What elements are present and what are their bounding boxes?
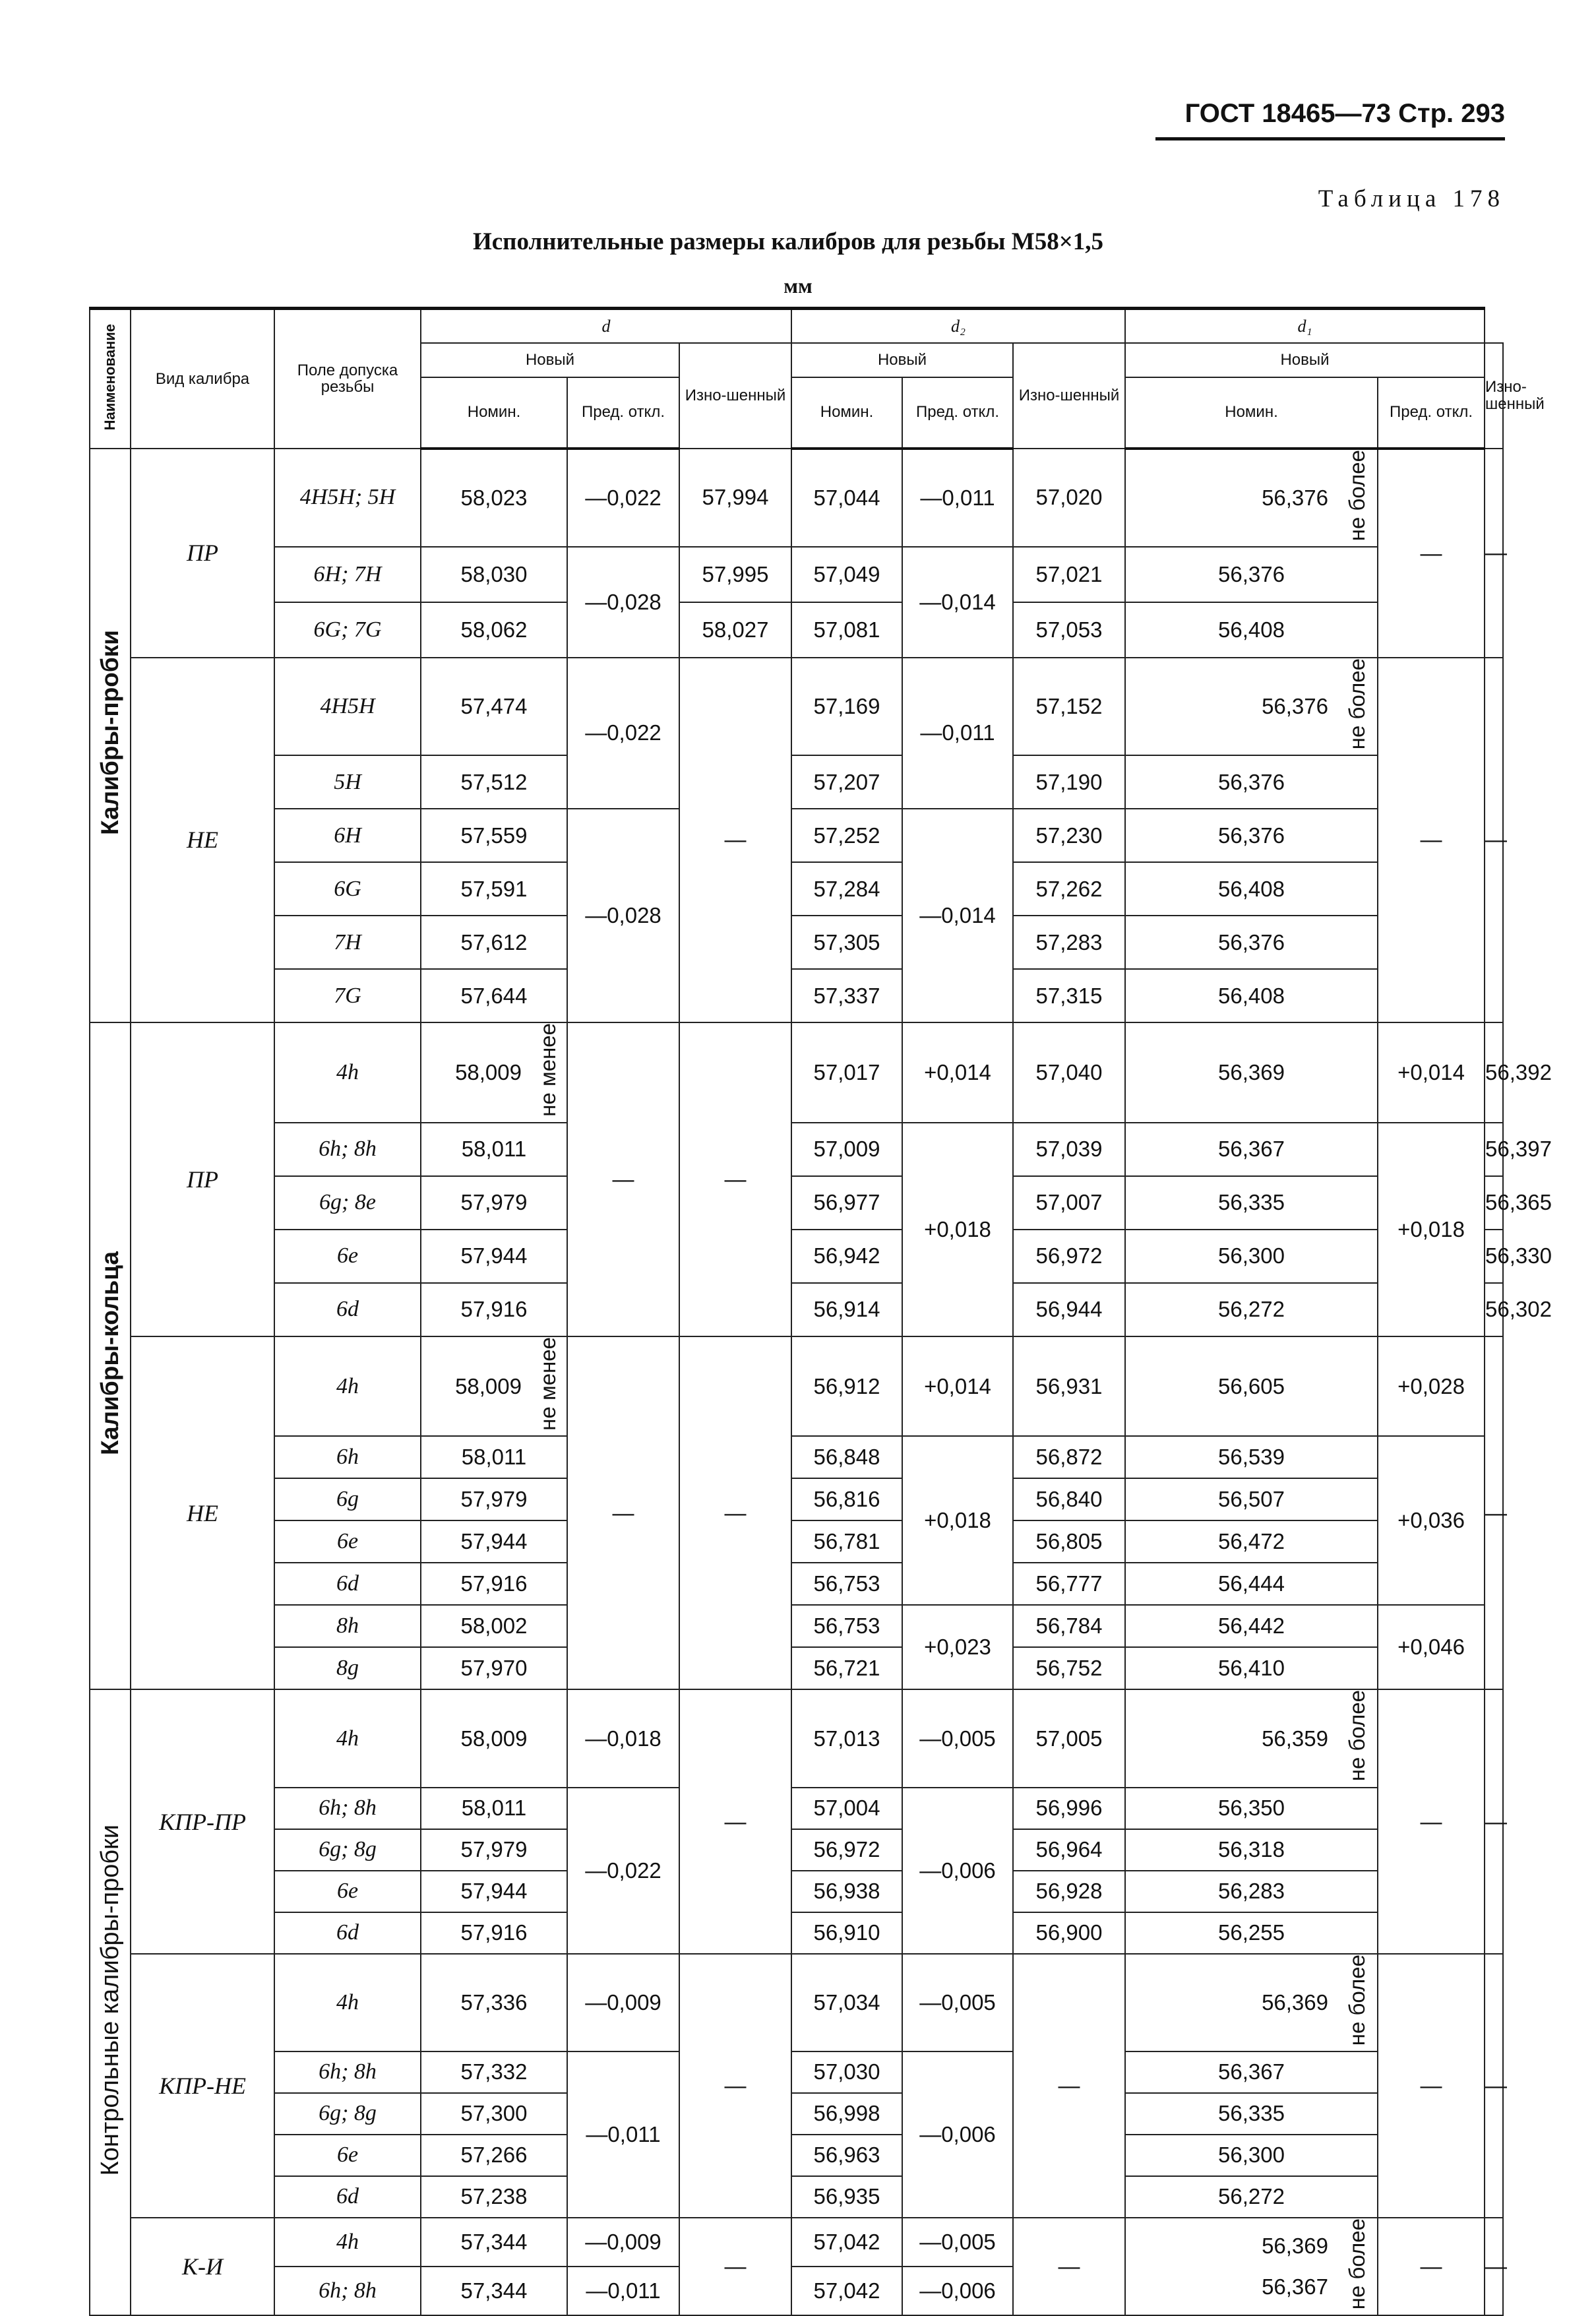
value-cell: +0,014 [1378,1022,1485,1123]
header-d2: d₂ [791,309,1125,343]
tolerance-cell: 6d [274,1283,421,1336]
dash-cell: — [1485,658,1503,1022]
value-cell: 58,062 [421,602,567,658]
tolerance-cell: 6e [274,1520,421,1563]
value-cell: 56,397 [1485,1123,1503,1176]
table-row [90,2176,1503,2218]
value-cell: 56,283 [1125,1871,1378,1912]
dash-cell: — [567,1022,679,1336]
tolerance-cell: 6H; 7H [274,547,421,602]
kind-cell: ПР [131,449,274,658]
value-cell: 56,408 [1125,602,1378,658]
value-cell: 56,302 [1485,1283,1503,1336]
value-cell: 56,330 [1485,1230,1503,1283]
value-cell: 57,152 [1013,658,1125,755]
header-d-nominal: Номин. [421,377,567,449]
tolerance-cell: 5H [274,755,421,809]
value-text: 56,359 [1262,1726,1328,1751]
value-cell: 56,972 [1013,1230,1125,1283]
table-row [90,2218,1503,2267]
value-cell: 56,752 [1013,1647,1125,1689]
group-label-control: Контрольные калибры-пробки [90,1689,131,2315]
value-cell: 56,300 [1125,1230,1378,1283]
value-cell: 57,512 [421,755,567,809]
value-cell: —0,006 [902,2051,1013,2218]
value-cell: +0,023 [902,1605,1013,1689]
value-text: 58,009 [455,1059,522,1084]
value-cell: 57,300 [421,2093,567,2135]
header-d1-new: Новый [1125,343,1485,377]
value-cell: 56,848 [791,1436,902,1478]
value-cell: 57,230 [1013,809,1125,862]
limit-label: не более [1345,1954,1369,2046]
header-d-worn: Изно-шенный [679,343,791,449]
value-cell: 57,004 [791,1788,902,1829]
value-cell: 56,272 [1125,1283,1378,1336]
value-cell: 57,044 [791,449,902,547]
value-cell: 57,944 [421,1230,567,1283]
value-cell: 56,963 [791,2135,902,2176]
tolerance-cell: 6h [274,1436,421,1478]
value-cell: 57,034 [791,1954,902,2051]
group-label-rings: Калибры-кольца [90,1022,131,1689]
value-cell: 57,644 [421,969,567,1022]
table-row [90,1230,1503,1283]
value-cell: 56,392 [1485,1022,1503,1123]
table-row [90,547,1503,602]
value-cell: 57,970 [421,1647,567,1689]
value-cell: 56,928 [1013,1871,1125,1912]
header-d1-nominal: Номин. [1125,377,1378,449]
table-row [90,602,1503,658]
table-row [90,1788,1503,1829]
value-cell: 58,011 [421,1436,567,1478]
value-cell: —0,018 [567,1689,679,1787]
table-title: Исполнительные размеры калибров для резьбы М58×1,5 [472,228,1104,255]
table-row [90,1176,1503,1230]
value-cell: 56,442 [1125,1605,1378,1647]
value-cell: +0,018 [902,1123,1013,1336]
header-d-new: Новый [421,343,679,377]
tolerance-cell: 4h [274,1336,421,1437]
header-d: d [421,309,791,343]
table-row [90,1022,1503,1123]
value-cell: 57,053 [1013,602,1125,658]
table-body [90,449,1552,2316]
value-cell: —0,028 [567,809,679,1022]
value-cell: 56,912 [791,1336,902,1437]
value-cell: 56,781 [791,1520,902,1563]
value-cell: 56,944 [1013,1283,1125,1336]
value-cell: 58,023 [421,449,567,547]
header-kind: Вид калибра [131,309,274,449]
dash-cell: — [1485,2218,1503,2315]
table-row [90,1520,1503,1563]
value-cell: +0,028 [1378,1336,1485,1437]
tolerance-cell: 7H [274,916,421,969]
header-d1-deviation: Пред. откл. [1378,377,1485,449]
value-cell: 57,474 [421,658,567,755]
gauge-dimensions-table [89,307,1552,2316]
tolerance-cell: 6h; 8h [274,2051,421,2093]
table-row [90,916,1503,969]
value-cell: 56,605 [1125,1336,1378,1437]
value-cell: 57,995 [679,547,791,602]
dash-cell: — [567,1336,679,1690]
value-cell: —0,014 [902,547,1013,658]
value-cell: 56,998 [791,2093,902,2135]
d1-nominal-cell [1125,449,1378,547]
value-cell: 57,612 [421,916,567,969]
dash-cell: — [679,1689,791,1953]
tolerance-cell: 4h [274,2218,421,2267]
value-cell: 57,266 [421,2135,567,2176]
value-cell: 57,284 [791,862,902,916]
value-cell: 56,408 [1125,862,1378,916]
value-cell: 57,039 [1013,1123,1125,1176]
tolerance-cell: 6g [274,1478,421,1520]
value-cell: 57,916 [421,1912,567,1954]
value-cell: —0,014 [902,809,1013,1022]
value-cell: 56,367 [1125,2051,1378,2093]
value-cell: 57,190 [1013,755,1125,809]
value-cell: 57,944 [421,1871,567,1912]
value-cell: 57,169 [791,658,902,755]
value-text: 56,376 [1262,693,1328,718]
table-row [90,2093,1503,2135]
tolerance-cell: 6d [274,1563,421,1605]
value-cell: 56,753 [791,1563,902,1605]
value-cell: 58,011 [421,1788,567,1829]
header-d1-worn: Изно-шенный [1485,343,1503,449]
table-row [90,1912,1503,1954]
tolerance-cell: 6g; 8g [274,2093,421,2135]
d-nominal-cell [421,1336,567,1437]
limit-label: не более [1345,658,1369,749]
tolerance-cell: 4h [274,1022,421,1123]
value-cell: 56,972 [791,1829,902,1871]
value-cell: 57,591 [421,862,567,916]
value-cell: 56,805 [1013,1520,1125,1563]
value-cell: 57,979 [421,1176,567,1230]
value-cell: 56,472 [1125,1520,1378,1563]
page-header: ГОСТ 18465—73 Стр. 293 [1184,99,1505,128]
value-cell: —0,006 [902,2267,1013,2315]
value-cell: 56,872 [1013,1436,1125,1478]
value-cell: 57,305 [791,916,902,969]
value-cell: 58,011 [421,1123,567,1176]
unit-label: мм [783,274,813,297]
tolerance-cell: 7G [274,969,421,1022]
dash-cell: — [1485,1954,1503,2218]
header-d-deviation: Пред. откл. [567,377,679,449]
table-row [90,1954,1503,2051]
tolerance-cell: 6h; 8h [274,1788,421,1829]
table-header [90,309,1545,449]
value-text: 56,369 [1262,2234,1328,2259]
value-cell: 57,332 [421,2051,567,2093]
value-cell: 57,916 [421,1563,567,1605]
value-cell: —0,005 [902,1954,1013,2051]
tolerance-cell: 6d [274,2176,421,2218]
value-cell: 57,337 [791,969,902,1022]
d1-nominal-cell [1125,2218,1378,2315]
d-nominal-cell [421,1022,567,1123]
d1-nominal-cell [1125,1689,1378,1787]
tolerance-cell: 4h [274,1689,421,1787]
value-cell: 57,979 [421,1829,567,1871]
value-cell: 57,081 [791,602,902,658]
table-row [90,1283,1503,1336]
header-tolerance: Поле допуска резьбы [274,309,421,449]
value-cell: 58,027 [679,602,791,658]
limit-label: не более [1345,2218,1369,2310]
value-cell: 56,255 [1125,1912,1378,1954]
value-cell: —0,006 [902,1788,1013,1954]
dash-cell: — [1378,449,1485,658]
dash-cell: — [1485,1689,1503,1953]
value-cell: 56,935 [791,2176,902,2218]
value-cell: 56,914 [791,1283,902,1336]
value-cell: 57,020 [1013,449,1125,547]
value-cell: 56,938 [791,1871,902,1912]
value-cell: 56,721 [791,1647,902,1689]
dash-cell: — [1485,449,1503,658]
table-row [90,1871,1503,1912]
limit-label: не менее [536,1023,560,1117]
value-cell: 57,559 [421,809,567,862]
kind-cell: НЕ [131,658,274,1022]
tolerance-cell: 4h [274,1954,421,2051]
value-cell: 56,376 [1125,755,1378,809]
value-cell: 57,336 [421,1954,567,2051]
value-cell: —0,011 [567,2051,679,2218]
header-name: Наименование [90,309,131,449]
table-row [90,1478,1503,1520]
value-cell: 57,030 [791,2051,902,2093]
dash-cell: — [679,1022,791,1336]
dash-cell: — [1013,2218,1125,2315]
dash-cell: — [1378,1954,1485,2218]
value-cell: 58,009 [421,1689,567,1787]
table-row [90,809,1503,862]
tolerance-cell: 6h; 8h [274,1123,421,1176]
header-d1: d₁ [1125,309,1485,343]
dash-cell: — [1378,658,1485,1022]
value-cell: 56,300 [1125,2135,1378,2176]
tolerance-cell: 6d [274,1912,421,1954]
kind-cell: ПР [131,1022,274,1336]
value-cell: 56,318 [1125,1829,1378,1871]
value-cell: 58,030 [421,547,567,602]
header-rule [1155,137,1505,141]
dash-cell: — [679,658,791,1022]
value-cell: 56,931 [1013,1336,1125,1437]
value-cell: 56,365 [1485,1176,1503,1230]
table-row [90,1689,1503,1787]
value-cell: 56,376 [1125,916,1378,969]
table-number: Таблица 178 [1318,185,1505,212]
table-row [90,2135,1503,2176]
value-cell: —0,009 [567,2218,679,2267]
value-cell: 57,944 [421,1520,567,1563]
header-d2-nominal: Номин. [791,377,902,449]
value-cell: —0,011 [902,658,1013,809]
table-row [90,1647,1503,1689]
value-cell: —0,011 [567,2267,679,2315]
value-cell: 56,777 [1013,1563,1125,1605]
value-cell: 57,021 [1013,547,1125,602]
value-cell: 56,369 [1125,1022,1378,1123]
value-cell: 57,262 [1013,862,1125,916]
value-cell: 56,996 [1013,1788,1125,1829]
value-cell: —0,022 [567,658,679,809]
value-cell: —0,005 [902,1689,1013,1787]
value-cell: 57,344 [421,2267,567,2315]
kind-cell: КПР-НЕ [131,1954,274,2218]
limit-label: не более [1345,1690,1369,1782]
tolerance-cell: 6g; 8e [274,1176,421,1230]
value-cell: 56,784 [1013,1605,1125,1647]
d1-nominal-cell [1125,1954,1378,2051]
value-cell: +0,036 [1378,1436,1485,1605]
value-cell: 56,335 [1125,2093,1378,2135]
value-cell: +0,046 [1378,1605,1485,1689]
value-cell: 56,408 [1125,969,1378,1022]
value-cell: 56,507 [1125,1478,1378,1520]
dash-cell: — [679,2218,791,2315]
value-cell: 57,344 [421,2218,567,2267]
tolerance-cell: 6g; 8g [274,1829,421,1871]
dash-cell: — [1485,1336,1503,1690]
value-cell: 56,977 [791,1176,902,1230]
tolerance-cell: 6e [274,1230,421,1283]
dash-cell: — [1378,2218,1485,2315]
value-cell: +0,014 [902,1022,1013,1123]
value-cell: —0,022 [567,449,679,547]
value-cell: 57,009 [791,1123,902,1176]
header-d2-deviation: Пред. откл. [902,377,1013,449]
value-cell: 56,964 [1013,1829,1125,1871]
group-label-plugs: Калибры-пробки [90,449,131,1023]
dash-cell: — [679,1336,791,1690]
value-cell: 57,283 [1013,916,1125,969]
table-row [90,1336,1503,1437]
value-text: 58,009 [455,1373,522,1398]
table-row [90,1605,1503,1647]
value-cell: —0,011 [902,449,1013,547]
header-d2-worn: Изно-шенный [1013,343,1125,449]
value-cell: —0,009 [567,1954,679,2051]
table-row [90,1563,1503,1605]
value-cell: 58,002 [421,1605,567,1647]
value-cell: 57,042 [791,2218,902,2267]
tolerance-cell: 6G; 7G [274,602,421,658]
value-cell: 57,040 [1013,1022,1125,1123]
value-cell: 56,753 [791,1605,902,1647]
table-row [90,2051,1503,2093]
tolerance-cell: 4H5H [274,658,421,755]
tolerance-cell: 4H5H; 5H [274,449,421,547]
value-text: 56,369 [1262,1989,1328,2015]
value-cell: 56,900 [1013,1912,1125,1954]
value-cell: 56,376 [1125,547,1378,602]
value-cell: 56,910 [791,1912,902,1954]
tolerance-cell: 6G [274,862,421,916]
kind-cell: К-И [131,2218,274,2315]
table-row [90,449,1503,547]
value-cell: 56,376 [1125,809,1378,862]
value-cell: 57,042 [791,2267,902,2315]
table-row [90,969,1503,1022]
dash-cell: — [1378,1689,1485,1953]
value-cell: +0,014 [902,1336,1013,1437]
value-cell: —0,005 [902,2218,1013,2267]
limit-label: не менее [536,1336,560,1431]
tolerance-cell: 6e [274,1871,421,1912]
value-cell: 56,539 [1125,1436,1378,1478]
tolerance-cell: 6e [274,2135,421,2176]
value-text: 56,376 [1262,485,1328,510]
table-row [90,862,1503,916]
d1-nominal-cell [1125,658,1378,755]
value-cell: 57,315 [1013,969,1125,1022]
value-cell: 57,207 [791,755,902,809]
dash-cell: — [1013,1954,1125,2218]
value-cell: 57,238 [421,2176,567,2218]
tolerance-cell: 8g [274,1647,421,1689]
value-cell: 56,444 [1125,1563,1378,1605]
table-row [90,1123,1503,1176]
value-cell: 57,916 [421,1283,567,1336]
tolerance-cell: 6h; 8h [274,2267,421,2315]
value-cell: 57,013 [791,1689,902,1787]
table-row [90,1829,1503,1871]
table-row [90,1436,1503,1478]
value-cell: —0,028 [567,547,679,658]
value-cell: 56,272 [1125,2176,1378,2218]
table-row [90,755,1503,809]
value-cell: 57,979 [421,1478,567,1520]
value-cell: 56,335 [1125,1176,1378,1230]
limit-label: не более [1345,449,1369,541]
value-cell: 57,005 [1013,1689,1125,1787]
value-cell: 57,252 [791,809,902,862]
kind-cell: НЕ [131,1336,274,1690]
tolerance-cell: 6H [274,809,421,862]
value-cell: 56,816 [791,1478,902,1520]
value-cell: 56,350 [1125,1788,1378,1829]
value-cell: 57,994 [679,449,791,547]
value-cell: 56,367 [1125,1123,1378,1176]
header-d2-new: Новый [791,343,1013,377]
value-text: 56,367 [1262,2274,1328,2300]
value-cell: +0,018 [1378,1123,1485,1336]
value-cell: 56,410 [1125,1647,1378,1689]
value-cell: 56,942 [791,1230,902,1283]
value-cell: +0,018 [902,1436,1013,1605]
value-cell: —0,022 [567,1788,679,1954]
value-cell: 57,017 [791,1022,902,1123]
value-cell: 57,049 [791,547,902,602]
tolerance-cell: 8h [274,1605,421,1647]
value-cell: 57,007 [1013,1176,1125,1230]
value-cell: 56,840 [1013,1478,1125,1520]
dash-cell: — [679,1954,791,2218]
table-row [90,658,1503,755]
kind-cell: КПР-ПР [131,1689,274,1953]
